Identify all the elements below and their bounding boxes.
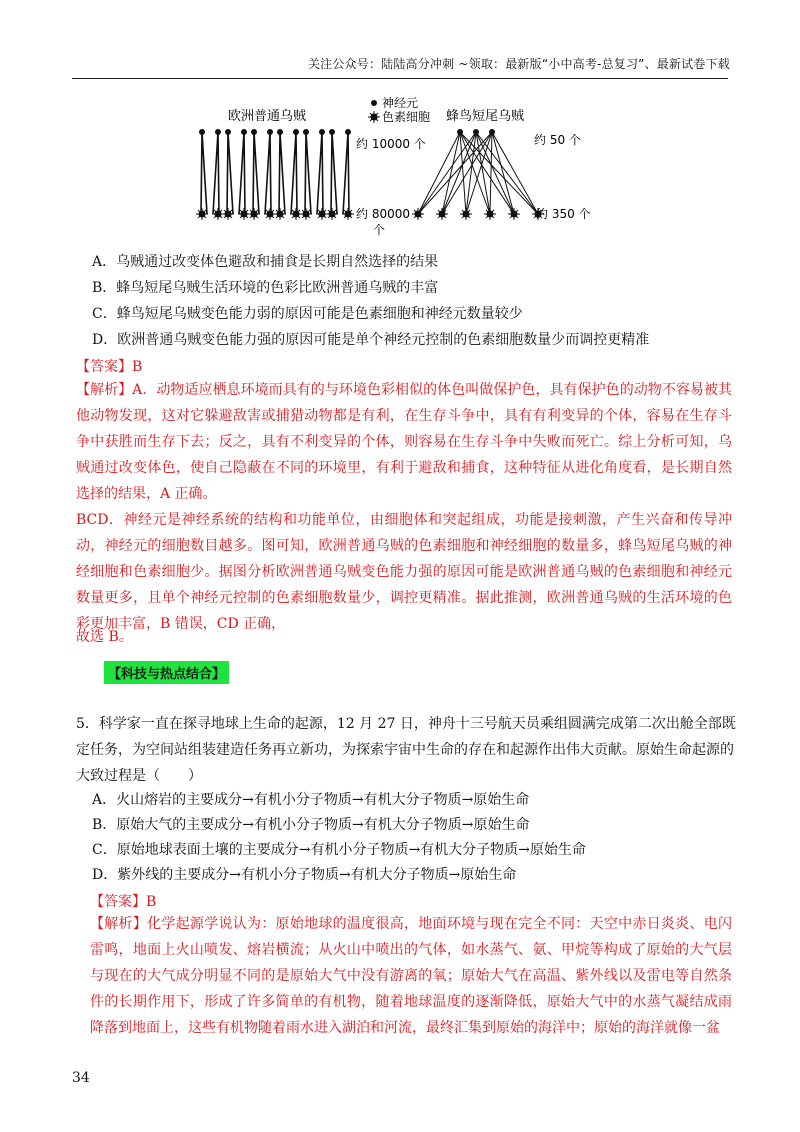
neuron (225, 129, 231, 135)
neuron (303, 129, 309, 135)
legend-neuron-label: 神经元 (382, 96, 419, 110)
header-divider (72, 78, 728, 79)
species-left-label: 欧洲普通乌贼 (228, 109, 307, 124)
pigment-cell (508, 208, 520, 220)
neuron-legend-icon (371, 100, 377, 106)
neuron (319, 129, 325, 135)
pigment-cell (460, 208, 472, 220)
right-neuron-count: 约 50 个 (534, 133, 581, 147)
legend-pigment-label: 色素细胞 (382, 110, 431, 124)
q4-option-a: A．乌贼通过改变体色避敌和捕食是长期自然选择的结果 (92, 254, 439, 270)
q5-answer: 【答案】B (90, 894, 157, 910)
pigment-legend-icon (368, 111, 380, 123)
q4-option-b: B．蜂鸟短尾乌贼生活环境的色彩比欧洲普通乌贼的丰富 (92, 280, 439, 296)
page-header: 关注公众号：陆陆高分冲刺 ~领取：最新版“小中高考-总复习”、最新试卷下载 (307, 57, 730, 71)
neuron (215, 129, 221, 135)
q5-analysis: 【解析】化学起源学说认为：原始地球的温度很高，地面环境与现在完全不同：天空中赤日炎炎、电闪雷鸣，地面上火山喷发、熔岩横流；从火山中喷出的气体，如水蒸气、氨、甲烷等构成了原始的大气层与现在的大气成分明显不同的是原始大气中没有游离的氧；原始大气在高温、紫外线以及雷电等自然条件的长期作用下，形成了许多简单的有机物，随着地球温度的逐渐降低，原始大气中的水蒸气凝结成雨降落到地面上，这些有机物随着雨水进入湖泊和河流，最终汇集到原始的海洋中；原始的海洋就像一盆 (90, 916, 732, 1036)
q5-option-c: C．原始地球表面土壤的主要成分→有机小分子物质→有机大分子物质→原始生命 (92, 842, 586, 858)
left-neuron-count: 约 10000 个 (356, 137, 426, 151)
q4-analysis-a: 【解析】A．动物适应栖息环境而具有的与环境色彩相似的体色叫做保护色，具有保护色的动物不容易被其他动物发现，这对它躲避敌害或捕猎动物都是有利，在生存斗争中，具有有利变异的个体，容易在生存斗争中获胜而生存下去；反之，具有不利变异的个体，则容易在生存斗争中失败而死亡。综上分析可知，乌贼通过改变体色，使自己隐蔽在不同的环境里，有利于避敌和捕食，这种特征从进化角度看，是长期自然选择的结果，A 正确。 (76, 382, 732, 502)
neuron (267, 129, 273, 135)
neuron (293, 129, 299, 135)
q4-option-d: D．欧洲普通乌贼变色能力强的原因可能是单个神经元控制的色素细胞数量少而调控更精准 (92, 332, 650, 348)
q4-analysis-bcd: BCD．神经元是神经系统的结构和功能单位，由细胞体和突起组成，功能是接刺激，产生兴奋和传导冲动，神经元的细胞数目越多。图可知，欧洲普通乌贼的色素细胞和神经细胞的数量多，蜂鸟短尾乌贼的神经细胞和色素细胞少。据图分析欧洲普通乌贼变色能力强的原因可能是欧洲普通乌贼的色素细胞和神经元数量更多，且单个神经元控制的色素细胞数量少，调控更精准。据此推测，欧洲普通乌贼的生活环境的色彩更加丰富，B 错误，CD 正确， (76, 512, 732, 632)
page-number: 34 (72, 1070, 90, 1086)
squid-neuron-diagram (190, 92, 610, 242)
species-right-label: 蜂鸟短尾乌贼 (446, 109, 525, 124)
legend (368, 95, 430, 124)
neuron (473, 129, 479, 135)
q5-option-d: D．紫外线的主要成分→有机小分子物质→有机大分子物质→原始生命 (92, 867, 517, 883)
q5-option-b: B．原始大气的主要成分→有机小分子物质→有机大分子物质→原始生命 (92, 817, 530, 833)
q4-conclusion: 故选 B。 (76, 629, 133, 645)
neuron (457, 129, 463, 135)
q5-option-a: A．火山熔岩的主要成分→有机小分子物质→有机大分子物质→原始生命 (92, 792, 530, 808)
pigment-cell (436, 208, 448, 220)
neuron (251, 129, 257, 135)
left-cell-count-a: 约 80000 (356, 207, 410, 221)
right-network (412, 129, 544, 220)
neuron (329, 129, 335, 135)
neuron (489, 129, 495, 135)
left-network (196, 129, 354, 220)
neuron (345, 129, 351, 135)
q4-option-c: C．蜂鸟短尾乌贼变色能力弱的原因可能是色素细胞和神经元数量较少 (92, 306, 523, 322)
section-tag: 【科技与热点结合】 (104, 661, 229, 684)
neuron (277, 129, 283, 135)
neuron (241, 129, 247, 135)
pigment-cell (484, 208, 496, 220)
neuron (199, 129, 205, 135)
q5-stem: 5．科学家一直在探寻地球上生命的起源，12 月 27 日，神舟十三号航天员乘组圆满完成第二次出舱全部既定任务，为空间站组装建造任务再立新功，为探索宇宙中生命的存在和起源作出伟大贡献。原始生命起源的大致过程是（ ） (76, 716, 736, 784)
left-cell-count-b: 个 (373, 223, 386, 237)
right-cell-count: 约 350 个 (536, 207, 591, 221)
q4-answer: 【答案】B (76, 359, 143, 375)
